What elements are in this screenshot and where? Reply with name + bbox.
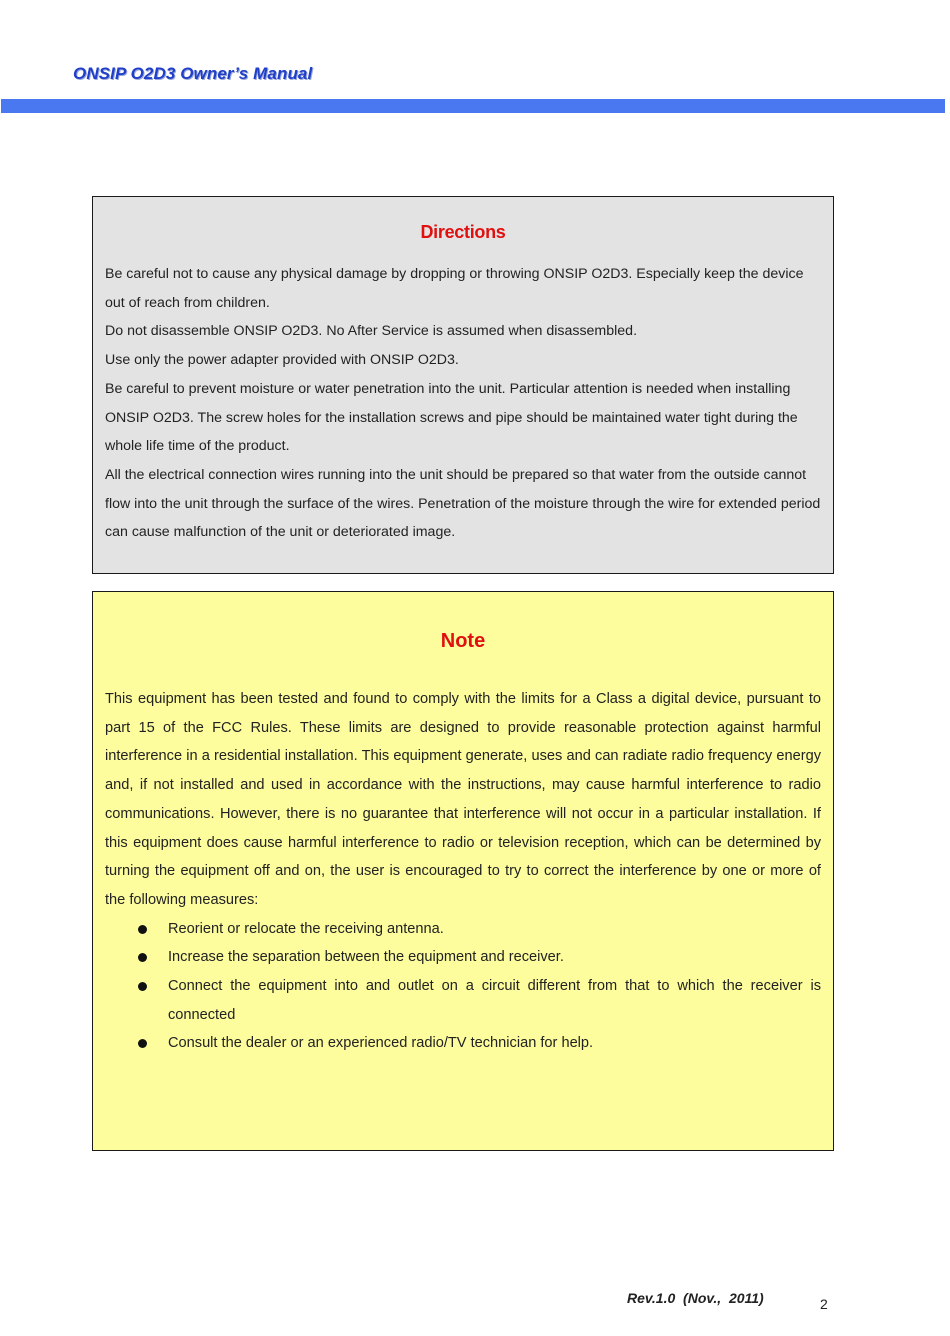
list-item-text: Consult the dealer or an experienced radio/TV technician for help. (168, 1035, 594, 1052)
revision-label: Rev.1.0 (Nov., 2011) (627, 1290, 764, 1306)
list-item (105, 972, 821, 1029)
note-paragraph: This equipment has been tested and found to comply with the limits for a Class a digital device, pursuant to part 15 of the FCC Rules. These limits are designed to provide reasonable protection against harmful interference in a residential installation. This equipment generate, uses and can radiate radio frequency energy and, if not installed and used in accordance with the instructions, may cause harmful interference to radio communications. However, there is no guarantee that interference will not occur in a particular installation. If this equipment does cause harmful interference to radio or television reception, which can be determined by turning the equipment off and on, the user is encouraged to try to correct the interference by one or more of the following measures: (105, 691, 821, 908)
list-item-text: Increase the separation between the equipment and receiver. (168, 949, 564, 966)
directions-line: Be careful not to cause any physical damage by dropping or throwing ONSIP O2D3. Especially keep the device out of reach from children. (105, 266, 804, 311)
directions-line: Do not disassemble ONSIP O2D3. No After Service is assumed when disassembled. (105, 323, 638, 340)
note-title: Note (440, 630, 486, 652)
directions-line: Be careful to prevent moisture or water penetration into the unit. Particular attention is needed when installing ONSIP O2D3. The screw holes for the installation screws and pipe should be maintained water tight during the whole life time of the product. (105, 380, 798, 455)
page-number: 2 (820, 1296, 828, 1312)
note-box (92, 591, 834, 1151)
directions-line: All the electrical connection wires running into the unit should be prepared so that water from the outside cannot flow into the unit through the surface of the wires. Penetration of the moisture through the wire for extended period can cause malfunction of the unit or deteriorated image. (105, 466, 821, 541)
bullet-icon (138, 953, 147, 962)
directions-title: Directions (420, 222, 506, 242)
directions-box (92, 196, 834, 574)
list-item (105, 943, 821, 972)
directions-line: Use only the power adapter provided with ONSIP O2D3. (105, 352, 459, 369)
bullet-icon (138, 925, 147, 934)
list-item-text: Reorient or relocate the receiving antenna. (168, 920, 444, 937)
list-item-text: Connect the equipment into and outlet on a circuit different from that to which the receiver is connected (168, 978, 821, 1023)
directions-body (105, 260, 821, 547)
document-title: ONSIP O2D3 Owner’s Manual (73, 64, 313, 83)
header-bar (1, 99, 945, 113)
note-body (105, 685, 821, 1058)
bullet-icon (138, 982, 147, 991)
bullet-icon (138, 1039, 147, 1048)
list-item (105, 1029, 821, 1058)
list-item (105, 915, 821, 944)
measures-list (105, 915, 821, 1059)
